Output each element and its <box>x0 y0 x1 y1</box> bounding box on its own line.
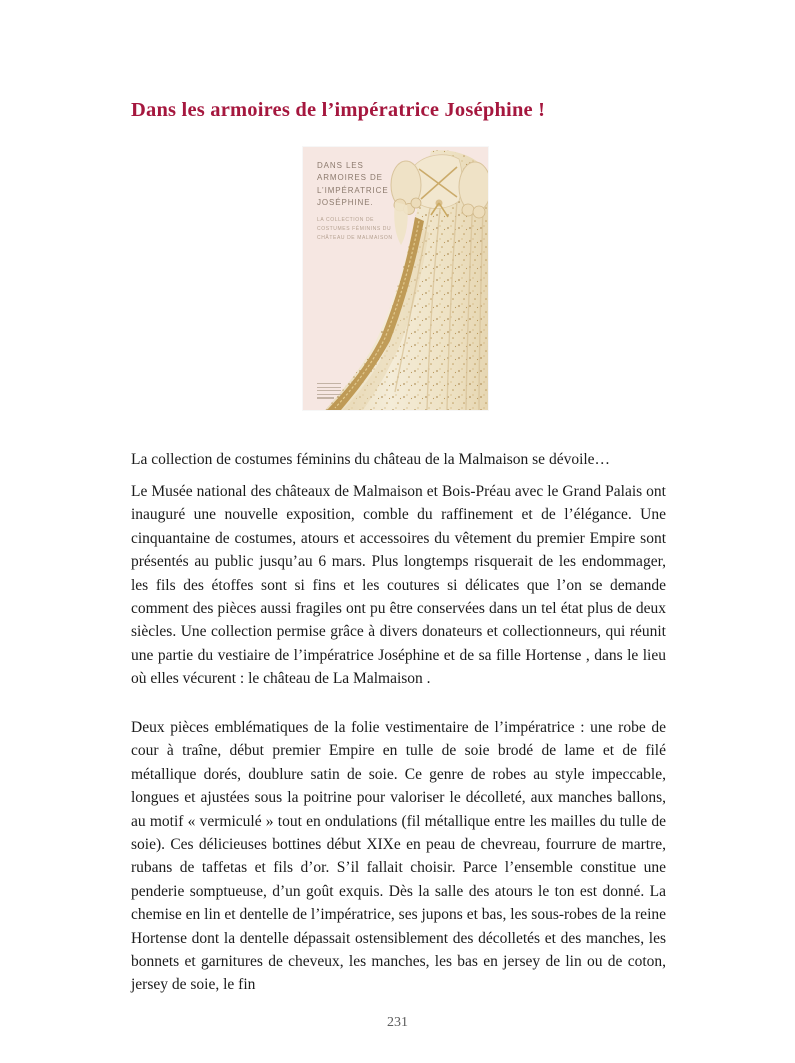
body-paragraph: Deux pièces emblématiques de la folie vestimentaire de l’impératrice : une robe de cour à traîne, début premier Empire en tulle de soie brodé de lame et de filé métallique dorés, doublure satin de soie. Ce genre de robes au style impeccable, longues et ajustées sous la poitrine pour valoriser le décolleté, aux manches ballons, au motif « vermiculé » tout en ondulations (fil métallique entre les mailles du tulle de soie). Ces délicieuses bottines début XIXe en peau de chevreau, fourrure de martre, rubans de taffetas et fils d’or. S’il fallait choisir. Parce l’ensemble constitue une penderie somptueuse, d’un goût exquis. Dès la salle des atours le ton est donné. La chemise en lin et dentelle de l’impératrice, ses jupons et bas, les sous-robes de la reine Hortense dont la dentelle dépassait ostensiblement des décolletés et des manches, les bonnets et garnitures de cheveux, les manches, les bas en jersey de lin ou de coton, jersey de soie, le fin <box>131 719 666 994</box>
page-number: 231 <box>387 1015 408 1030</box>
article-title: Dans les armoires de l’impératrice Joséphine ! <box>131 99 546 121</box>
cover-text-block <box>317 160 413 243</box>
cover-title: DANS LES ARMOIRES DE L’IMPÉRATRICE JOSÉPHINE. <box>317 161 389 208</box>
publisher-text-placeholder <box>317 383 341 401</box>
exhibition-catalog-cover <box>303 147 488 410</box>
body-paragraph: Le Musée national des châteaux de Malmaison et Bois-Préau avec le Grand Palais ont inauguré une nouvelle exposition, comble du raffinement et de l’élégance. Une cinquantaine de costumes, atours et accessoires du vêtement du premier Empire sont présentés au public jusqu’au 6 mars. Plus longtemps risquerait de les endommager, les fils des étoffes sont si fins et les coutures si délicates que l’on se demande comment des pièces aussi fragiles ont pu être conservées dans un tel état plus de deux siècles. Une collection permise grâce à divers donateurs et collectionneurs, qui réunit une partie du vestiaire de l’impératrice Joséphine et de sa fille Hortense , dans le lieu où elles vécurent : le château de La Malmaison . <box>131 483 666 688</box>
cover-subtitle: LA COLLECTION DE COSTUMES FÉMININS DU CHÂTEAU DE MALMAISON <box>317 216 393 241</box>
intro-line: La collection de costumes féminins du château de la Malmaison se dévoile… <box>131 451 611 468</box>
